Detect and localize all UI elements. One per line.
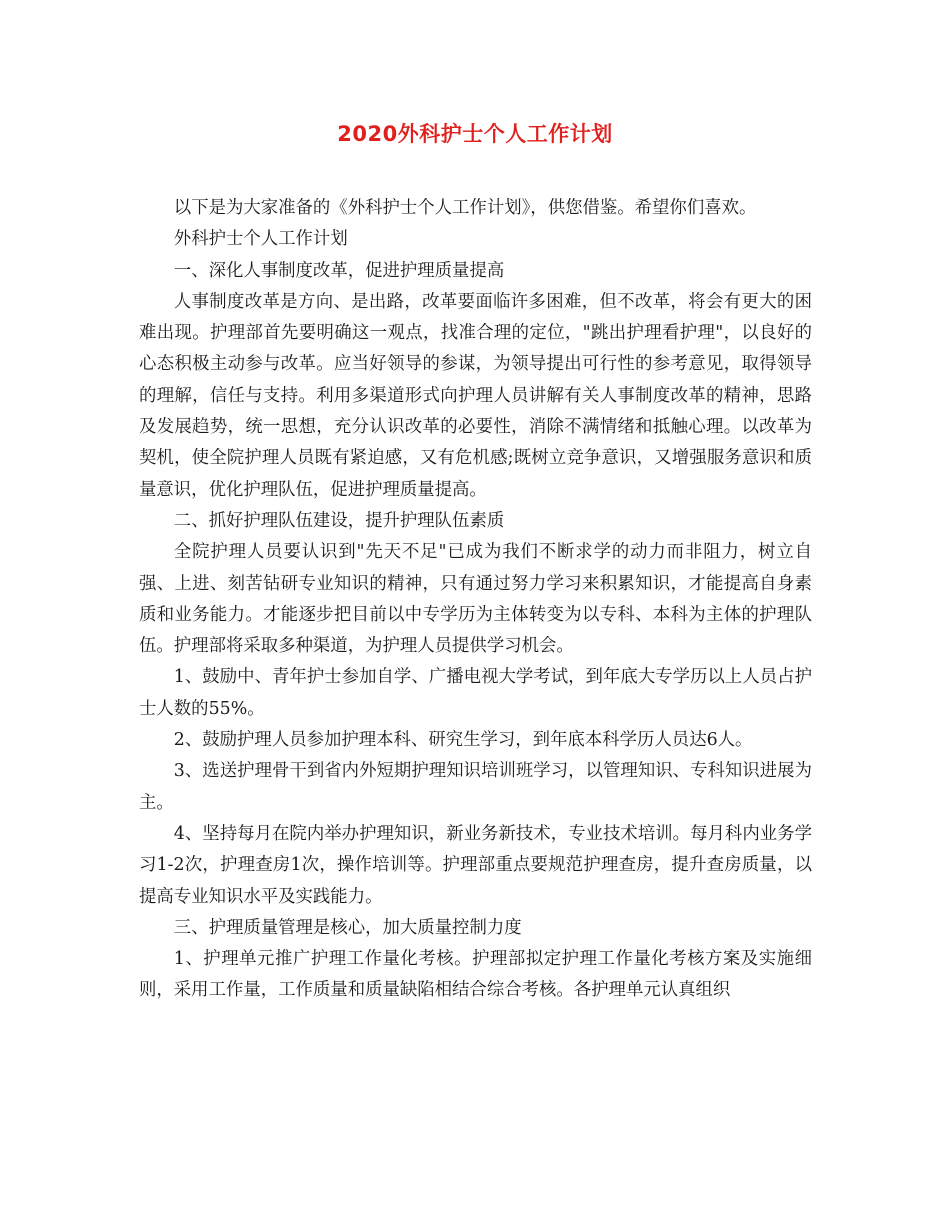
section-heading-2: 二、抓好护理队伍建设，提升护理队伍素质 <box>173 510 505 531</box>
paragraph-subtitle: 外科护士个人工作计划 <box>173 229 348 250</box>
list-item: 1、鼓励中、青年护士参加自学、广播电视大学考试，到年底大专学历以上人员占护士人数的55%。 <box>139 667 812 719</box>
document-title: 2020外科护士个人工作计划 <box>337 122 613 146</box>
paragraph-intro: 以下是为大家准备的《外科护士个人工作计划》，供您借鉴。希望你们喜欢。 <box>173 198 757 218</box>
list-item: 3、选送护理骨干到省内外短期护理知识培训班学习，以管理知识、专科知识进展为主。 <box>139 761 812 813</box>
section-heading-1: 一、深化人事制度改革，促进护理质量提高 <box>173 260 505 281</box>
paragraph: 全院护理人员要认识到"先天不足"已成为我们不断求学的动力而非阻力，树立自强、上进、刻苦钻研专业知识的精神，只有通过努力学习来积累知识，才能提高自身素质和业务能力。才能逐步把目前以中专学历为主体转变为以专科、本科为主体的护理队伍。护理部将采取多种渠道，为护理人员提供学习机会。 <box>139 542 812 657</box>
document-body <box>139 193 812 1007</box>
section-heading-3: 三、护理质量管理是核心，加大质量控制力度 <box>173 917 522 938</box>
list-item: 1、护理单元推广护理工作量化考核。护理部拟定护理工作量化考核方案及实施细则，采用工作量，工作质量和质量缺陷相结合综合考核。各护理单元认真组织 <box>139 949 812 1001</box>
list-item: 2、鼓励护理人员参加护理本科、研究生学习，到年底本科学历人员达6人。 <box>173 730 753 751</box>
paragraph: 人事制度改革是方向、是出路，改革要面临许多困难，但不改革，将会有更大的困难出现。护理部首先要明确这一观点，找准合理的定位，"跳出护理看护理"，以良好的心态积极主动参与改革。应当好领导的参谋，为领导提出可行性的参考意见，取得领导的理解，信任与支持。利用多渠道形式向护理人员讲解有关人事制度改革的精神，思路及发展趋势，统一思想，充分认识改革的必要性，消除不满情绪和抵触心理。以改革为契机，使全院护理人员既有紧迫感，又有危机感;既树立竞争意识，又增强服务意识和质量意识，优化护理队伍，促进护理质量提高。 <box>139 291 812 500</box>
list-item: 4、坚持每月在院内举办护理知识，新业务新技术，专业技术培训。每月科内业务学习1-2次，护理查房1次，操作培训等。护理部重点要规范护理查房，提升查房质量，以提高专业知识水平及实践能力。 <box>139 823 812 907</box>
